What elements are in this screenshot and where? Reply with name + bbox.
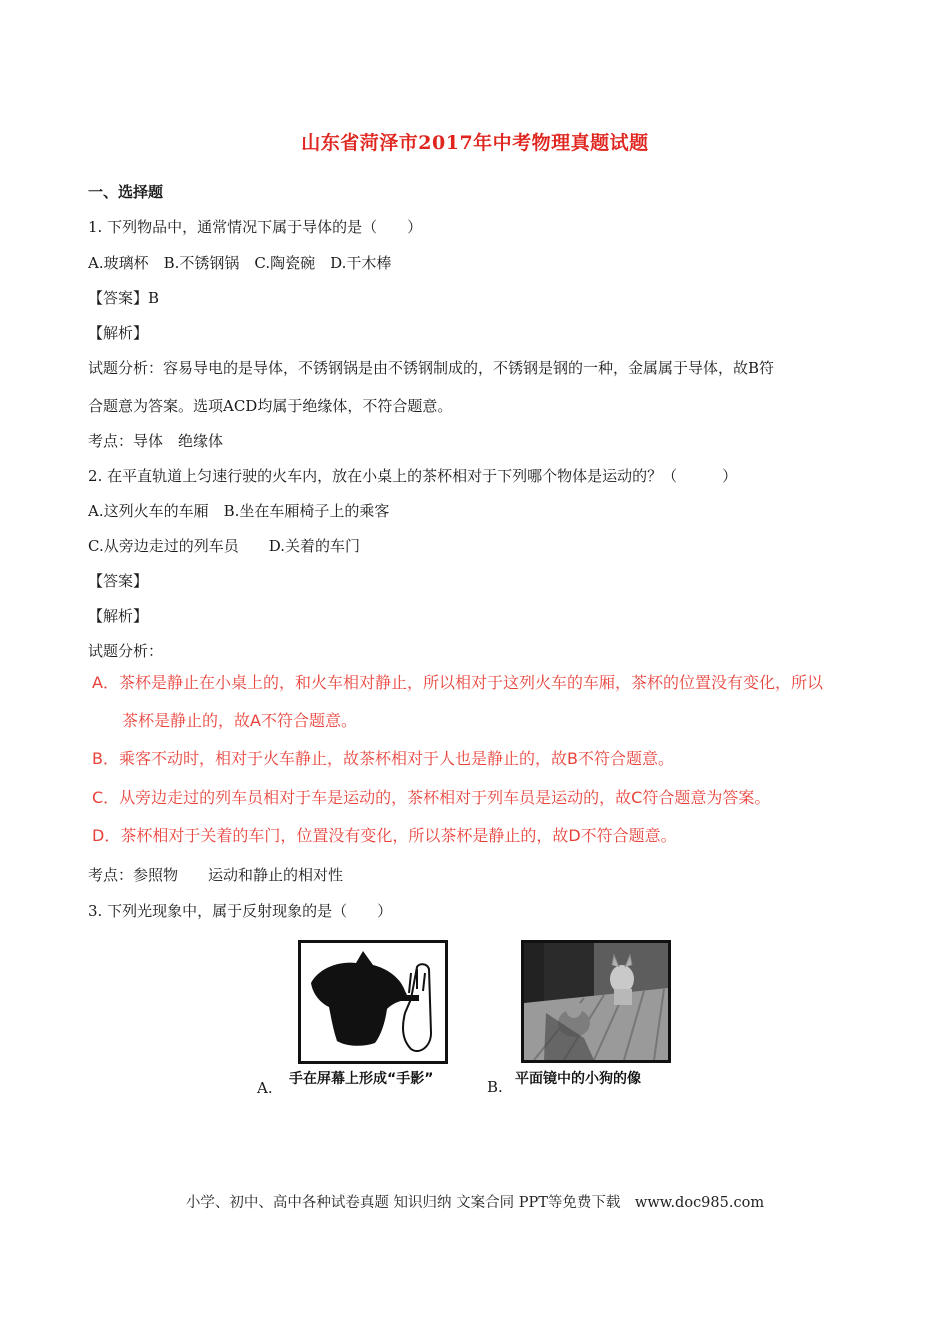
q2-stem: 2. 在平直轨道上匀速行驶的火车内，放在小桌上的茶杯相对于下列哪个物体是运动的？（ ）: [88, 467, 738, 485]
q1-analysis-line-2: 合题意为答案。选项ACD均属于绝缘体，不符合题意。: [88, 397, 453, 415]
q3-stem: 3. 下列光现象中，属于反射现象的是（ ）: [88, 902, 393, 920]
q2-kaodian: 考点：参照物 运动和静止的相对性: [88, 866, 344, 884]
page-footer: 小学、初中、高中各种试卷真题 知识归纳 文案合同 PPT等免费下载 www.doc985.com: [185, 1195, 765, 1211]
dog-mirror-figure: [521, 940, 671, 1063]
q3-option-a-label: A.: [257, 1079, 273, 1097]
q2-analysis-c: C．从旁边走过的列车员相对于车是运动的，茶杯相对于列车员是运动的，故C符合题意为答案。: [92, 788, 771, 807]
q2-answer: 【答案】: [88, 572, 149, 590]
page-title: 山东省菏泽市2017年中考物理真题试题: [301, 132, 649, 154]
q1-analysis-label: 【解析】: [88, 324, 149, 342]
q1-answer: 【答案】B: [88, 289, 160, 307]
q1-analysis-line-1: 试题分析：容易导电的是导体，不锈钢锅是由不锈钢制成的，不锈钢是钢的一种，金属属于导体，故B符: [88, 359, 775, 377]
dog-mirror-caption: 平面镜中的小狗的像: [515, 1071, 641, 1087]
q1-stem: 1. 下列物品中，通常情况下属于导体的是（ ）: [88, 218, 423, 236]
q2-analysis-intro: 试题分析：: [88, 642, 164, 660]
q2-analysis-b: B．乘客不动时，相对于火车静止，故茶杯相对于人也是静止的，故B不符合题意。: [92, 749, 674, 768]
hand-shadow-caption: 手在屏幕上形成“手影”: [289, 1071, 434, 1087]
q2-analysis-d: D．茶杯相对于关着的车门，位置没有变化，所以茶杯是静止的，故D不符合题意。: [92, 826, 677, 845]
q2-options-line-1: A.这列火车的车厢 B.坐在车厢椅子上的乘客: [88, 502, 390, 520]
hand-shadow-figure: [298, 940, 448, 1064]
q1-kaodian: 考点：导体 绝缘体: [88, 432, 224, 450]
hand-shadow-illustration: [301, 943, 445, 1061]
q2-analysis-label: 【解析】: [88, 607, 149, 625]
q1-options: A.玻璃杯 B.不锈钢锅 C.陶瓷碗 D.干木棒: [88, 254, 392, 272]
q2-options-line-2: C.从旁边走过的列车员 D.关着的车门: [88, 537, 360, 555]
q2-analysis-a-line-2: 茶杯是静止的，故A不符合题意。: [122, 711, 357, 730]
dog-mirror-photo: [524, 943, 668, 1060]
q3-option-b-label: B.: [487, 1078, 503, 1096]
section-heading: 一、选择题: [88, 183, 164, 201]
q2-analysis-a-line-1: A．茶杯是静止在小桌上的，和火车相对静止，所以相对于这列火车的车厢，茶杯的位置没有变化，所以: [92, 673, 823, 692]
